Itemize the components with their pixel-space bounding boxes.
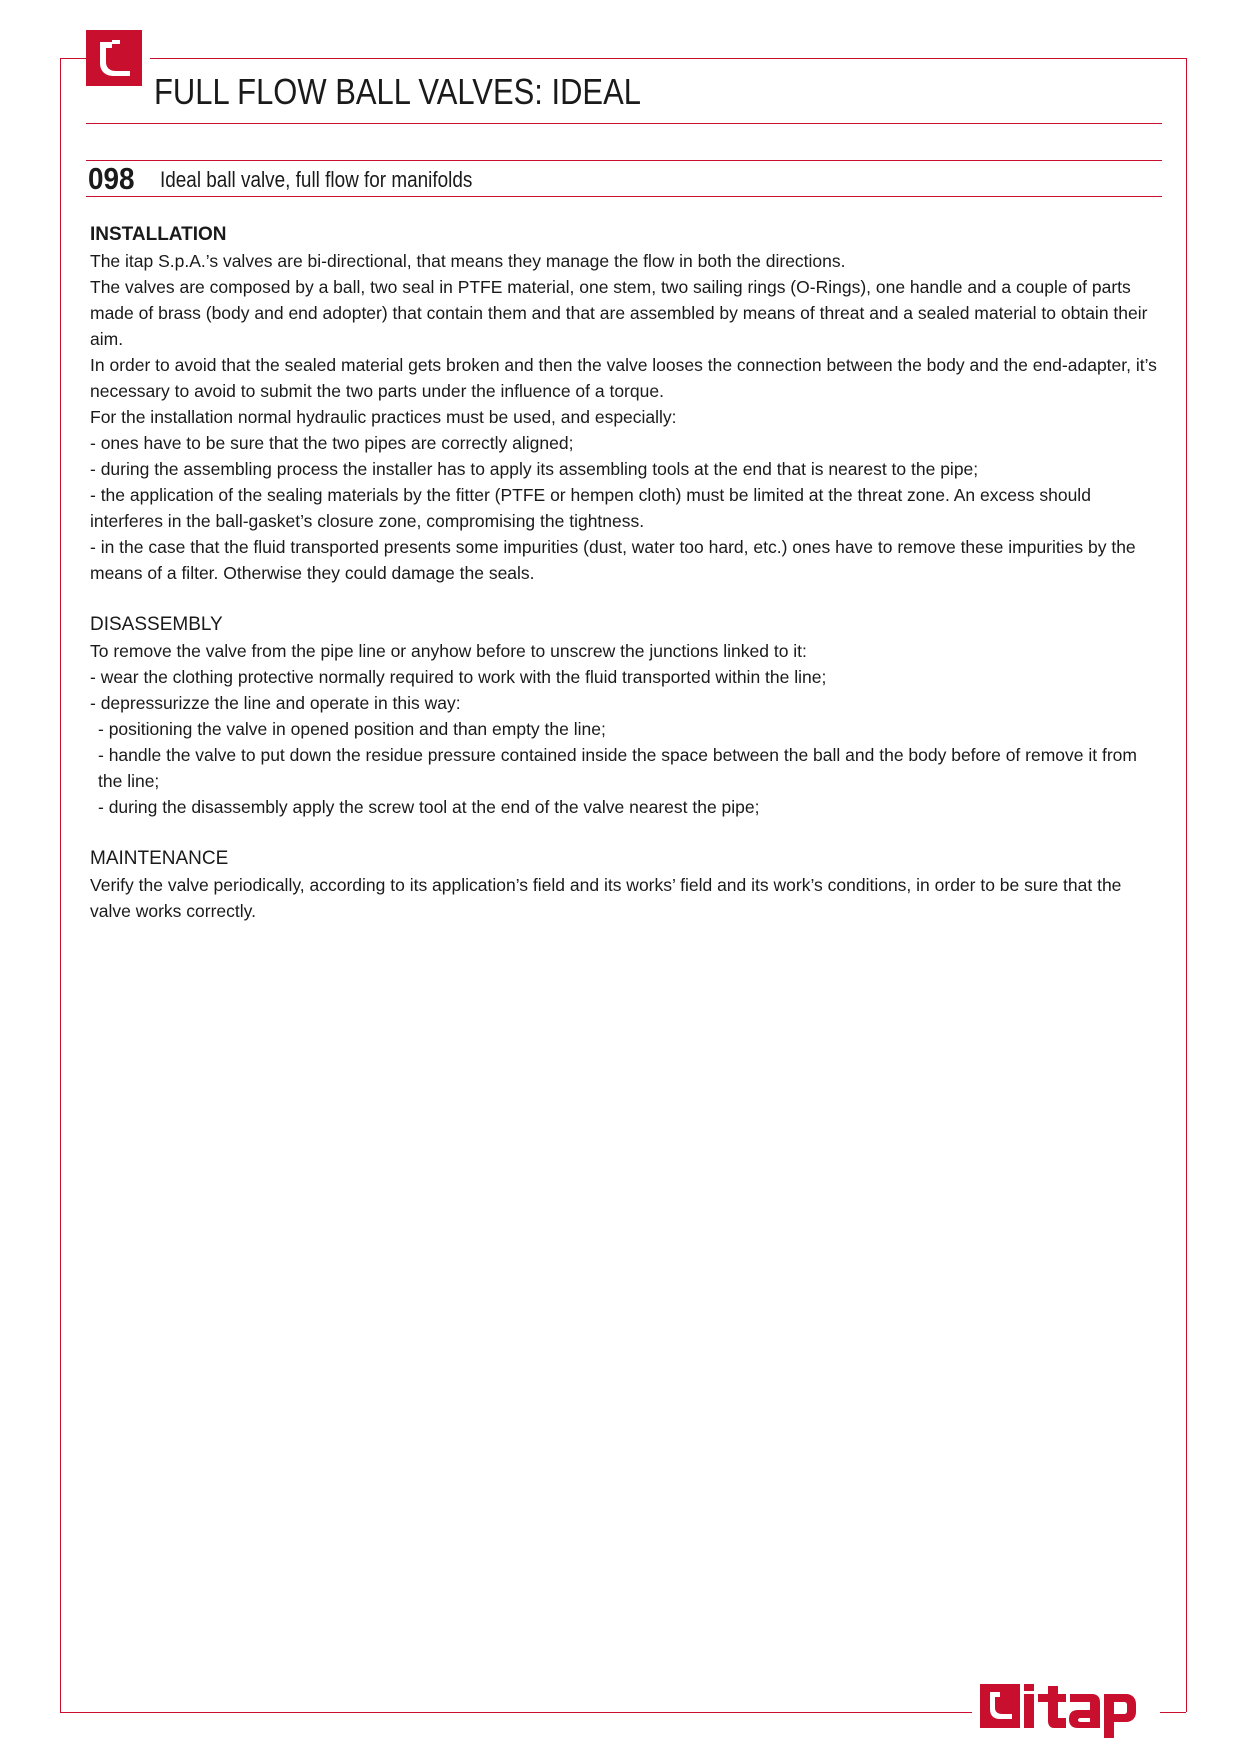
disassembly-sub-item: - handle the valve to put down the residue pressure contained inside the space between the ball and the body before of remove it from the line; bbox=[98, 745, 1137, 791]
document-body bbox=[90, 222, 1165, 924]
frame-top-left-stub bbox=[60, 58, 86, 59]
product-divider-top bbox=[86, 160, 1162, 161]
maintenance-heading: MAINTENANCE bbox=[90, 848, 229, 869]
product-name: Ideal ball valve, full flow for manifolds bbox=[160, 167, 473, 192]
disassembly-list-item: - wear the clothing protective normally required to work with the fluid transported within the line; bbox=[90, 667, 827, 687]
installation-paragraph: The valves are composed by a ball, two seal in PTFE material, one stem, two sailing rings (O-Rings), one handle and a couple of parts made of brass (body and end adopter) that contain them and that are assembled by means of threat and a sealed material to obtain their aim. bbox=[90, 277, 1148, 349]
disassembly-heading: DISASSEMBLY bbox=[90, 614, 223, 635]
disassembly-list-item: - depressurizze the line and operate in this way: bbox=[90, 693, 461, 713]
frame-bottom-line bbox=[60, 1712, 972, 1713]
installation-paragraph: For the installation normal hydraulic practices must be used, and especially: bbox=[90, 407, 677, 427]
disassembly-paragraph: To remove the valve from the pipe line or anyhow before to unscrew the junctions linked to it: bbox=[90, 641, 807, 661]
title-divider bbox=[86, 123, 1162, 124]
product-code: 098 bbox=[88, 161, 135, 196]
maintenance-paragraph: Verify the valve periodically, according to its application’s field and its works’ field and its work’s conditions, in order to be sure that the valve works correctly. bbox=[90, 875, 1122, 921]
installation-heading: INSTALLATION bbox=[90, 224, 227, 245]
product-divider-bottom bbox=[86, 196, 1162, 197]
frame-top-line bbox=[150, 58, 1186, 59]
frame-bottom-right-stub bbox=[1160, 1712, 1186, 1713]
installation-list-item: - in the case that the fluid transported presents some impurities (dust, water too hard, etc.) ones have to remove these impurities by the means of a filter. Otherwise they could damage the seals. bbox=[90, 537, 1136, 583]
itap-pipe-icon bbox=[86, 30, 142, 86]
page-title: FULL FLOW BALL VALVES: IDEAL bbox=[154, 71, 641, 112]
frame-right-line bbox=[1186, 58, 1187, 1712]
disassembly-sub-item: - positioning the valve in opened position and than empty the line; bbox=[98, 719, 606, 739]
installation-list-item: - the application of the sealing materials by the fitter (PTFE or hempen cloth) must be limited at the threat zone. An excess should interferes in the ball-gasket’s closure zone, compromising the tightness. bbox=[90, 485, 1091, 531]
frame-left-line bbox=[60, 58, 61, 1712]
installation-list-item: - ones have to be sure that the two pipes are correctly aligned; bbox=[90, 433, 574, 453]
installation-paragraph: In order to avoid that the sealed material gets broken and then the valve looses the connection between the body and the end-adapter, it’s necessary to avoid to submit the two parts under the influence of a torque. bbox=[90, 355, 1157, 401]
installation-paragraph: The itap S.p.A.’s valves are bi-directional, that means they manage the flow in both the directions. bbox=[90, 251, 846, 271]
disassembly-sub-item: - during the disassembly apply the screw tool at the end of the valve nearest the pipe; bbox=[98, 797, 760, 817]
itap-brand-logo bbox=[980, 1678, 1150, 1748]
installation-list-item: - during the assembling process the installer has to apply its assembling tools at the end that is nearest to the pipe; bbox=[90, 459, 979, 479]
